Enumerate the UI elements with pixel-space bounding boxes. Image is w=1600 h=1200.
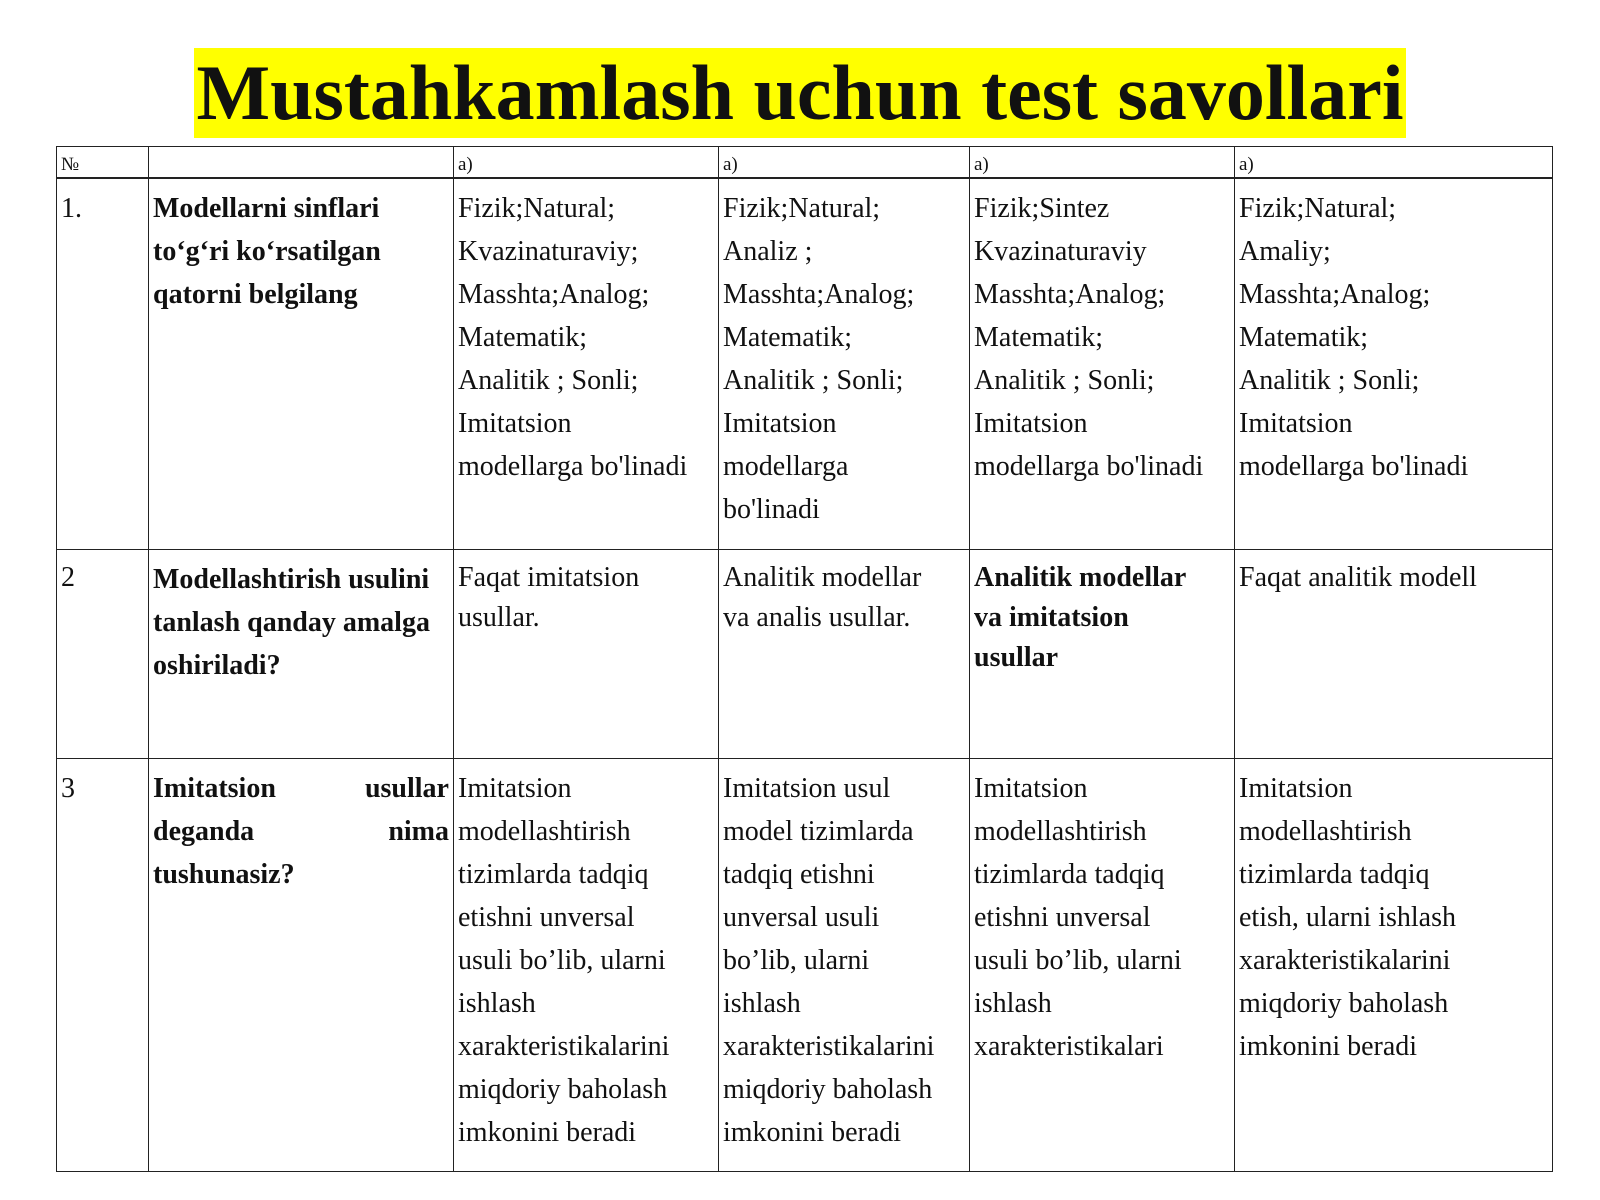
header-option-3: a)	[970, 147, 1235, 179]
title-wrapper	[0, 48, 1600, 138]
row-number: 2	[57, 550, 149, 759]
table-row	[57, 178, 1553, 550]
answer-option: Fizik;Natural; Kvazinaturaviy; Masshta;Analog; Matematik; Analitik ; Sonli; Imitatsion modellarga bo'linadi	[454, 178, 719, 550]
answer-option: Fizik;Natural; Amaliy; Masshta;Analog; Matematik; Analitik ; Sonli; Imitatsion modellarga bo'linadi	[1235, 178, 1553, 550]
question-text: Modellarni sinflari to‘g‘ri ko‘rsatilgan qatorni belgilang	[149, 178, 454, 550]
table-row	[57, 759, 1553, 1172]
question-line: Imitatsion usullar	[153, 773, 449, 804]
answer-option: Imitatsion usul model tizimlarda tadqiq etishni unversal usuli bo’lib, ularni ishlash xarakteristikalarini miqdoriy baholash imkonini beradi	[719, 759, 970, 1172]
header-option-1: a)	[454, 147, 719, 179]
answer-option: Faqat analitik modell	[1235, 550, 1553, 759]
quiz-table	[56, 146, 1553, 1172]
header-option-2: a)	[719, 147, 970, 179]
header-number: №	[57, 147, 149, 179]
answer-option: Fizik;Natural; Analiz ; Masshta;Analog; Matematik; Analitik ; Sonli; Imitatsion modellarga bo'linadi	[719, 178, 970, 550]
answer-option: Fizik;Sintez Kvazinaturaviy Masshta;Analog; Matematik; Analitik ; Sonli; Imitatsion modellarga bo'linadi	[970, 178, 1235, 550]
answer-option: Imitatsion modellashtirish tizimlarda tadqiq etishni unversal usuli bo’lib, ularni ishlash xarakteristikalarini miqdoriy baholash imkonini beradi	[454, 759, 719, 1172]
answer-option: Imitatsion modellashtirish tizimlarda tadqiq etishni unversal usuli bo’lib, ularni ishlash xarakteristikalari	[970, 759, 1235, 1172]
header-option-4: a)	[1235, 147, 1553, 179]
question-line: deganda nima	[153, 816, 449, 847]
question-line: tushunasiz?	[153, 859, 295, 890]
table-row	[57, 550, 1553, 759]
answer-option-correct: Analitik modellar va imitatsion usullar	[970, 550, 1235, 759]
table-header-row	[57, 147, 1553, 179]
page-title: Mustahkamlash uchun test savollari	[196, 49, 1404, 136]
question-text	[149, 759, 454, 1172]
row-number: 3	[57, 759, 149, 1172]
header-question	[149, 147, 454, 179]
answer-option: Analitik modellar va analis usullar.	[719, 550, 970, 759]
answer-option: Faqat imitatsion usullar.	[454, 550, 719, 759]
question-text: Modellashtirish usulini tanlash qanday amalga oshiriladi?	[149, 550, 454, 759]
answer-option: Imitatsion modellashtirish tizimlarda tadqiq etish, ularni ishlash xarakteristikalarini miqdoriy baholash imkonini beradi	[1235, 759, 1553, 1172]
row-number: 1.	[57, 178, 149, 550]
